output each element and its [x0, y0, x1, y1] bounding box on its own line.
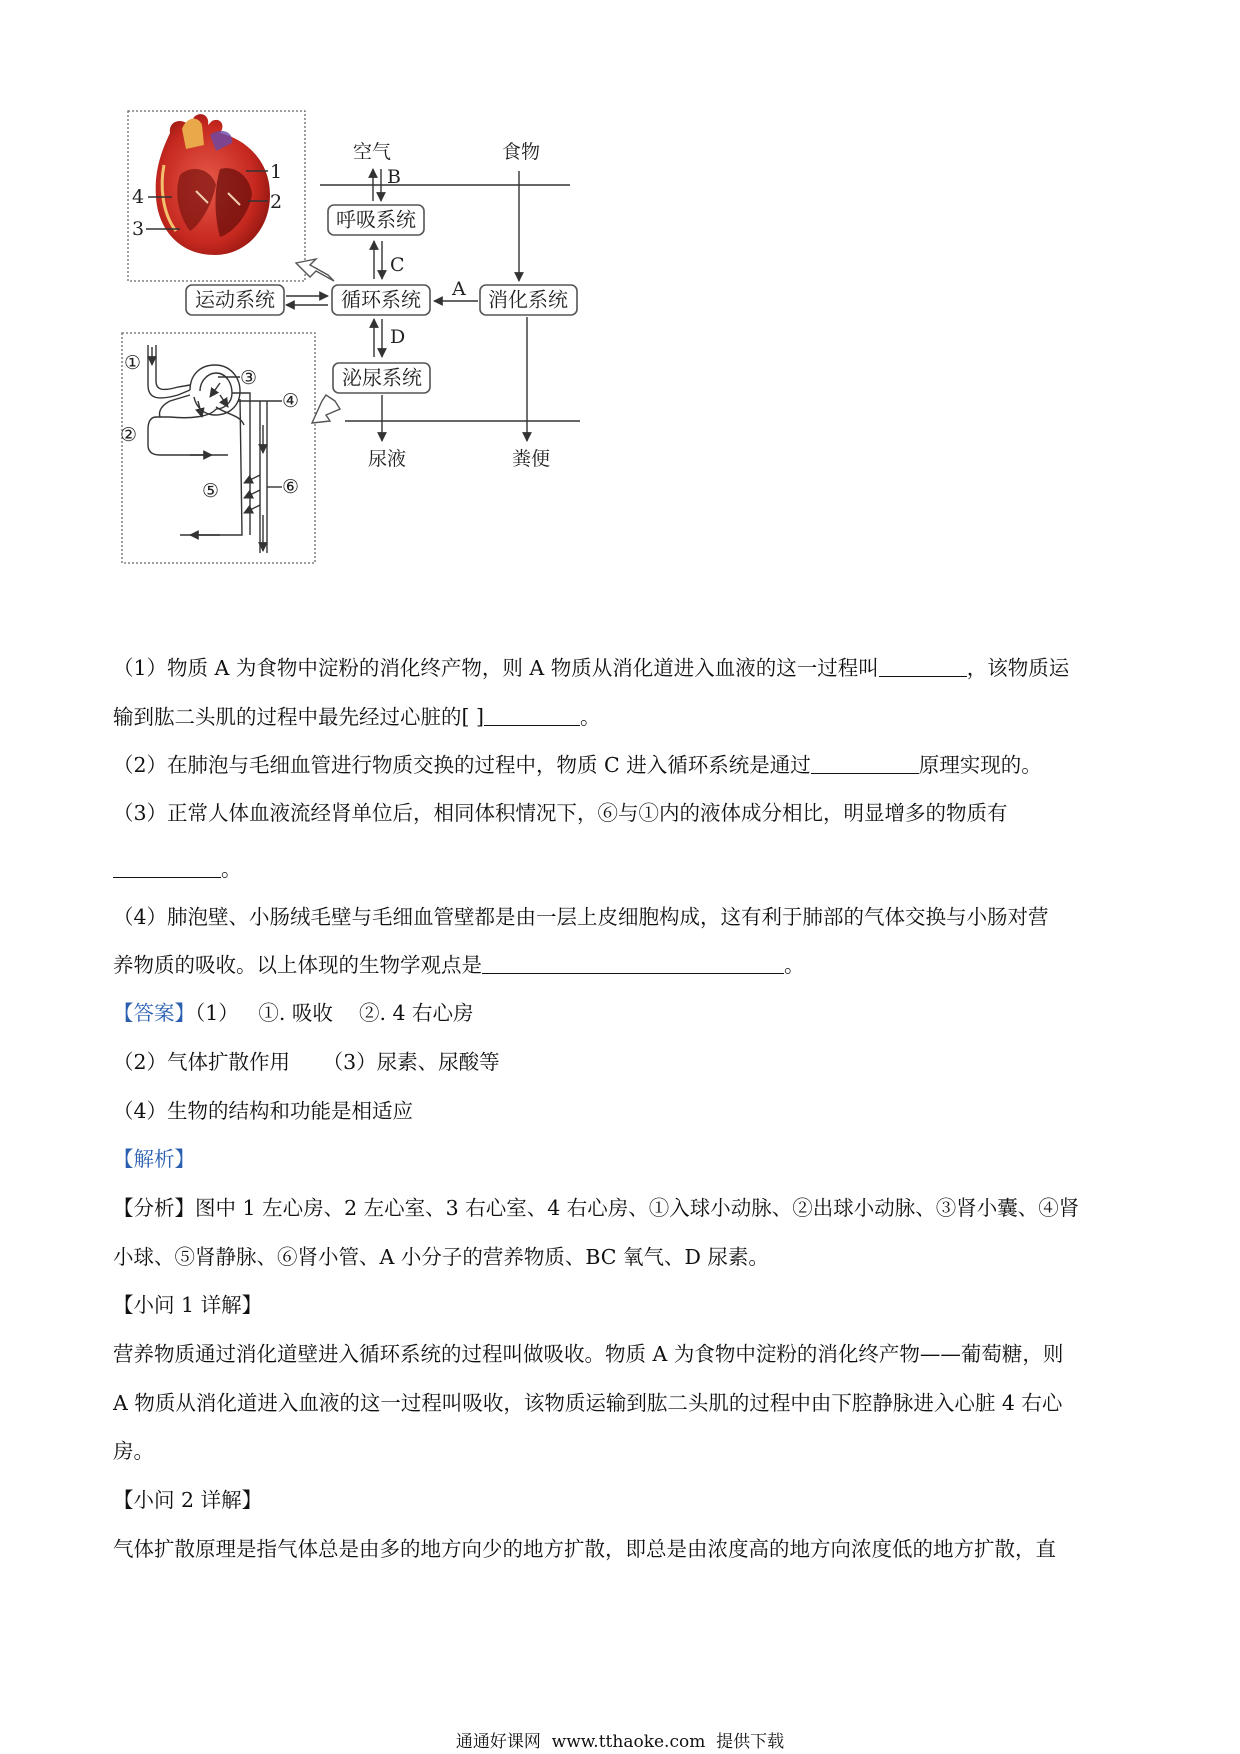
question-2 [113, 751, 1133, 779]
heart-panel [128, 111, 305, 281]
q2-text-a: （2）在肺泡与毛细血管进行物质交换的过程中，物质 C 进入循环系统是通过 [113, 753, 811, 777]
sub-question-1-title: 【小问 1 详解】 [113, 1293, 263, 1317]
sub-question-1-line-2: A 物质从消化道进入血液的这一过程叫吸收，该物质运输到肱二头肌的过程中由下腔静脉进入心脏 4 右心 [113, 1391, 1063, 1415]
circulatory-system-label: 循环系统 [341, 287, 421, 312]
nephron-label-3: ③ [240, 367, 258, 389]
body-systems-diagram [120, 105, 660, 635]
analysis-tag: 【解析】 [113, 1147, 195, 1171]
hollow-arrow-to-heart [296, 259, 334, 281]
q2-blank [811, 753, 919, 774]
sub-question-2-title: 【小问 2 详解】 [113, 1488, 263, 1512]
urinary-system-label: 泌尿系统 [342, 365, 422, 390]
q1-text-c: 输到肱二头肌的过程中最先经过心脏的[ ] [113, 705, 485, 729]
q4-blank [482, 953, 784, 974]
motor-system-label: 运动系统 [195, 287, 275, 312]
sub-question-1-line-3: 房。 [113, 1439, 154, 1463]
page-footer: 通通好课网 www.tthaoke.com 提供下载 [455, 1732, 785, 1752]
label-D: D [390, 326, 406, 348]
answer-tag: 【答案】 [113, 1001, 195, 1025]
q1-blank-1 [879, 656, 967, 677]
nephron-label-6: ⑥ [282, 476, 300, 498]
q1-blank-2 [484, 705, 580, 726]
heart-label-1: 1 [270, 161, 283, 183]
q4-text-b: 。 [784, 953, 805, 977]
nephron-label-2: ② [120, 424, 138, 446]
nephron-label-1: ① [124, 352, 142, 374]
answer-line-3: （4）生物的结构和功能是相适应 [113, 1099, 414, 1123]
sub-question-1-line-1: 营养物质通过消化道壁进入循环系统的过程叫做吸收。物质 A 为食物中淀粉的消化终产物——葡萄糖，则 [113, 1342, 1064, 1366]
answer-1: （1） ①. 吸收 ②. 4 右心房 [195, 1001, 474, 1025]
urinary-system-box [333, 363, 430, 393]
q1-text-b: ，该物质运 [966, 656, 1070, 680]
q3-text-b: 。 [221, 857, 242, 881]
q1-text-d: 。 [580, 705, 601, 729]
digestive-system-box [480, 285, 577, 315]
nephron-label-4: ④ [282, 390, 300, 412]
nephron-panel [120, 333, 315, 563]
sub-question-2-line-1: 气体扩散原理是指气体总是由多的地方向少的地方扩散，即总是由浓度高的地方向浓度低的地方扩散，直 [113, 1537, 1056, 1561]
answer-line-2: （2）气体扩散作用 （3）尿素、尿酸等 [113, 1050, 500, 1074]
label-A: A [452, 278, 466, 300]
food-label: 食物 [502, 141, 541, 163]
feces-label: 粪便 [512, 448, 551, 470]
heart-illustration [156, 114, 270, 255]
q1-text-a: （1）物质 A 为食物中淀粉的消化终产物，则 A 物质从消化道进入血液的这一过程叫 [113, 656, 879, 680]
hollow-arrow-to-nephron [312, 395, 340, 423]
question-3-line-1: （3）正常人体血液流经肾单位后，相同体积情况下，⑥与①内的液体成分相比，明显增多的物质有 [113, 801, 1008, 825]
question-4-line-1: （4）肺泡壁、小肠绒毛壁与毛细血管壁都是由一层上皮细胞构成，这有利于肺部的气体交换与小肠对营 [113, 905, 1049, 929]
heart-label-4: 4 [132, 186, 145, 208]
nephron-label-5: ⑤ [202, 480, 220, 502]
analysis-line-2: 小球、⑤肾静脉、⑥肾小管、A 小分子的营养物质、BC 氧气、D 尿素。 [113, 1245, 769, 1269]
q2-text-b: 原理实现的。 [918, 753, 1042, 777]
heart-label-2: 2 [270, 191, 283, 213]
respiratory-system-box [328, 205, 424, 235]
q3-blank [113, 857, 221, 878]
question-1-line-2 [113, 703, 1133, 731]
answer-line-1 [113, 999, 1133, 1027]
air-label: 空气 [353, 141, 392, 163]
analysis-line-1: 【分析】图中 1 左心房、2 左心室、3 右心室、4 右心房、①入球小动脉、②出球小动脉、③肾小囊、④肾 [113, 1196, 1080, 1220]
heart-label-3: 3 [132, 218, 145, 240]
respiratory-system-label: 呼吸系统 [336, 207, 416, 232]
question-3-line-2 [113, 855, 1133, 883]
digestive-system-label: 消化系统 [488, 287, 568, 312]
label-C: C [390, 254, 405, 276]
question-4-line-2 [113, 951, 1133, 979]
label-B: B [387, 166, 401, 188]
urine-label: 尿液 [368, 448, 407, 470]
question-1-line-1 [113, 654, 1133, 682]
circulatory-system-box [332, 285, 430, 315]
q4-text-a: 养物质的吸收。以上体现的生物学观点是 [113, 953, 482, 977]
motor-system-box [186, 285, 284, 315]
